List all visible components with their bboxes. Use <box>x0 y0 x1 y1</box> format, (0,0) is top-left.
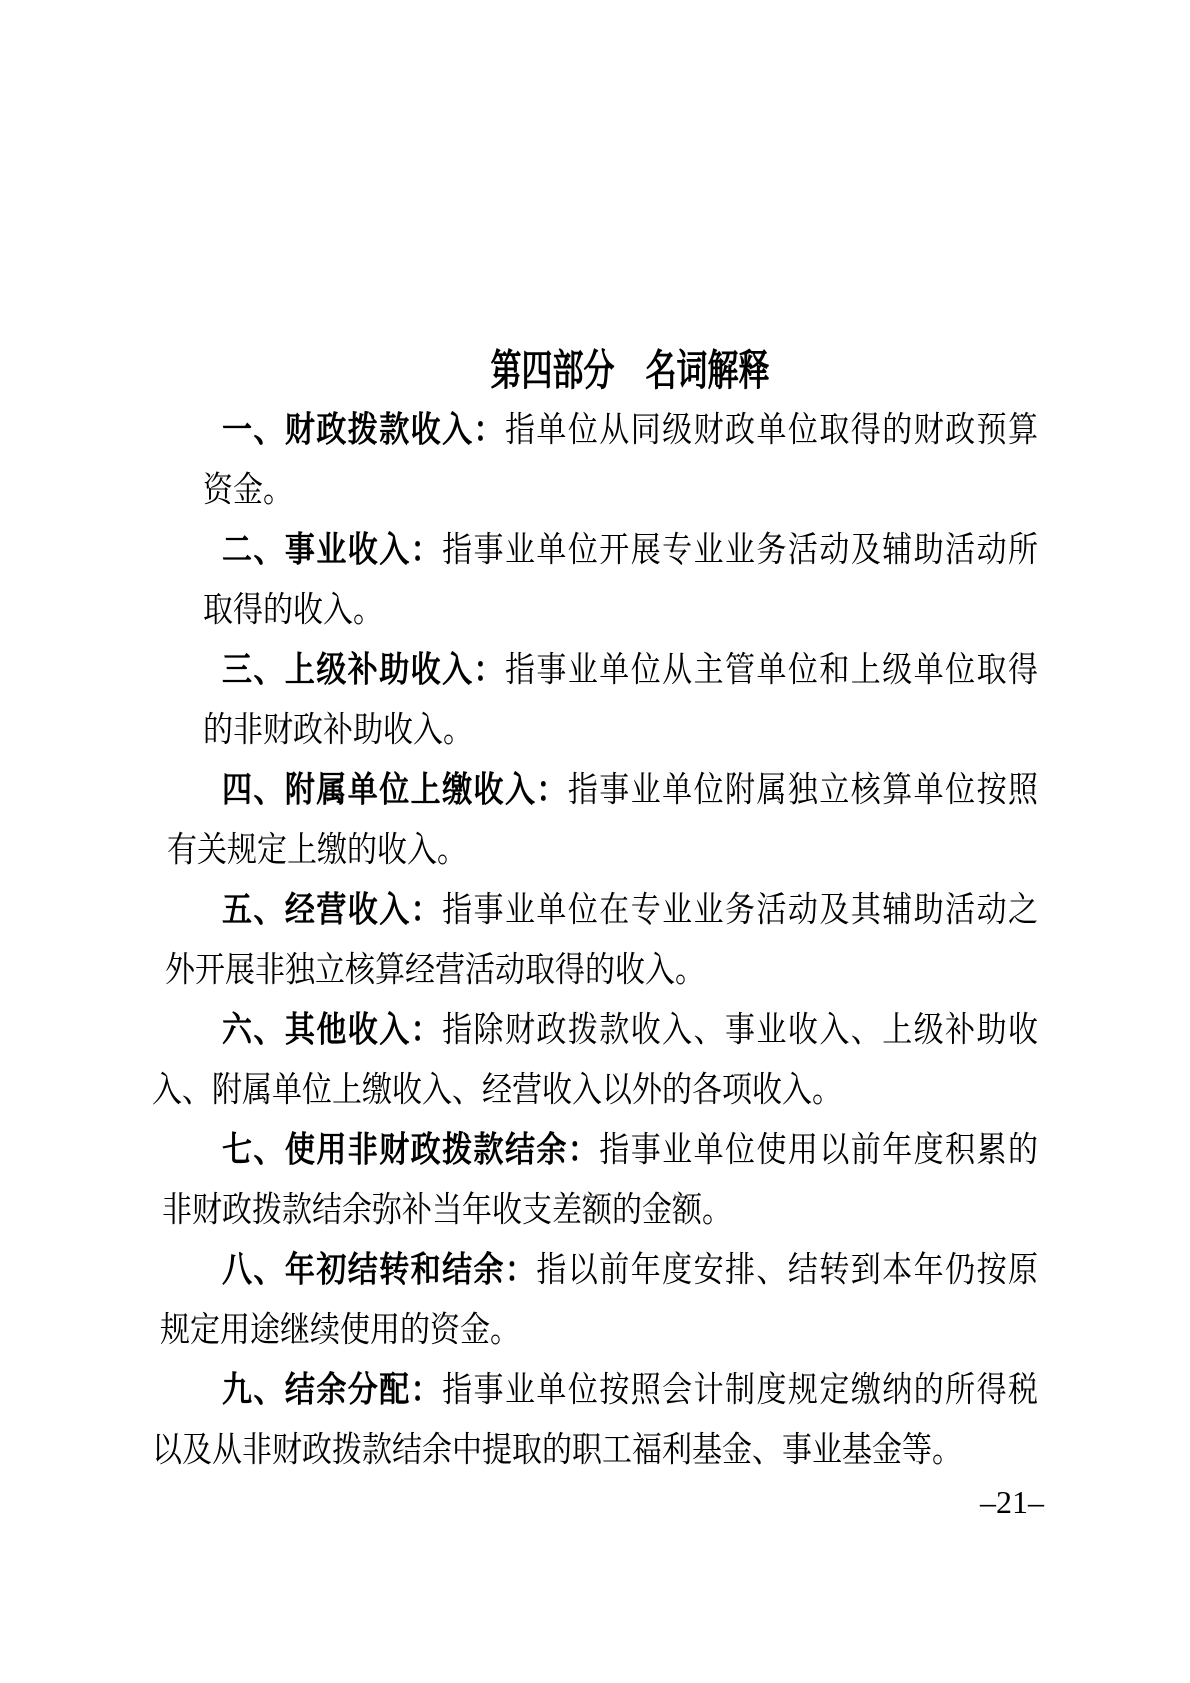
glossary-item-8-term: 八、年初结转和结余： <box>222 1250 537 1290</box>
glossary-item-8-text: 指以前年度安排、结转到本年仍按原 <box>536 1250 1039 1290</box>
glossary-item-2-term: 二、事业收入： <box>222 530 443 570</box>
glossary-item-9-line2: 以及从非财政拨款结余中提取的职工福利基金、事业基金等。 <box>152 1430 962 1470</box>
page-number: –21– <box>980 1484 1044 1520</box>
glossary-item-2-text: 指事业单位开展专业业务活动及辅助活动所 <box>442 530 1039 570</box>
glossary-item-4-term: 四、附属单位上缴收入： <box>222 770 568 810</box>
glossary-item-4-line2: 有关规定上缴的收入。 <box>167 830 467 870</box>
glossary-item-4-text: 指事业单位附属独立核算单位按照 <box>567 770 1039 810</box>
glossary-item-8-line2: 规定用途继续使用的资金。 <box>160 1310 520 1350</box>
glossary-item-6-term: 六、其他收入： <box>222 1010 443 1050</box>
glossary-item-9-term: 九、结余分配： <box>222 1370 443 1410</box>
glossary-item-7-text: 指事业单位使用以前年度积累的 <box>599 1130 1039 1170</box>
glossary-item-3-line2: 的非财政补助收入。 <box>203 710 473 750</box>
glossary-item-6-line2: 入、附属单位上缴收入、经营收入以外的各项收入。 <box>152 1070 842 1110</box>
glossary-item-5-line2: 外开展非独立核算经营活动取得的收入。 <box>165 950 705 990</box>
glossary-item-3-text: 指事业单位从主管单位和上级单位取得 <box>504 650 1039 690</box>
glossary-item-9-text: 指事业单位按照会计制度规定缴纳的所得税 <box>442 1370 1039 1410</box>
glossary-item-7-line2: 非财政拨款结余弥补当年收支差额的金额。 <box>162 1190 732 1230</box>
glossary-item-3-term: 三、上级补助收入： <box>222 650 505 690</box>
glossary-item-5-term: 五、经营收入： <box>222 890 443 930</box>
glossary-item-6-text: 指除财政拨款收入、事业收入、上级补助收 <box>442 1010 1039 1050</box>
glossary-item-7-term: 七、使用非财政拨款结余： <box>222 1130 600 1170</box>
glossary-item-1-line2: 资金。 <box>203 470 293 510</box>
section-title: 第四部分 名词解释 <box>490 346 770 395</box>
glossary-item-1-text: 指单位从同级财政单位取得的财政预算 <box>504 410 1039 450</box>
glossary-content <box>150 401 1038 1481</box>
glossary-item-5-text: 指事业单位在专业业务活动及其辅助活动之 <box>442 890 1039 930</box>
glossary-item-1-term: 一、财政拨款收入： <box>222 410 505 450</box>
glossary-item-2-line2: 取得的收入。 <box>203 590 383 630</box>
